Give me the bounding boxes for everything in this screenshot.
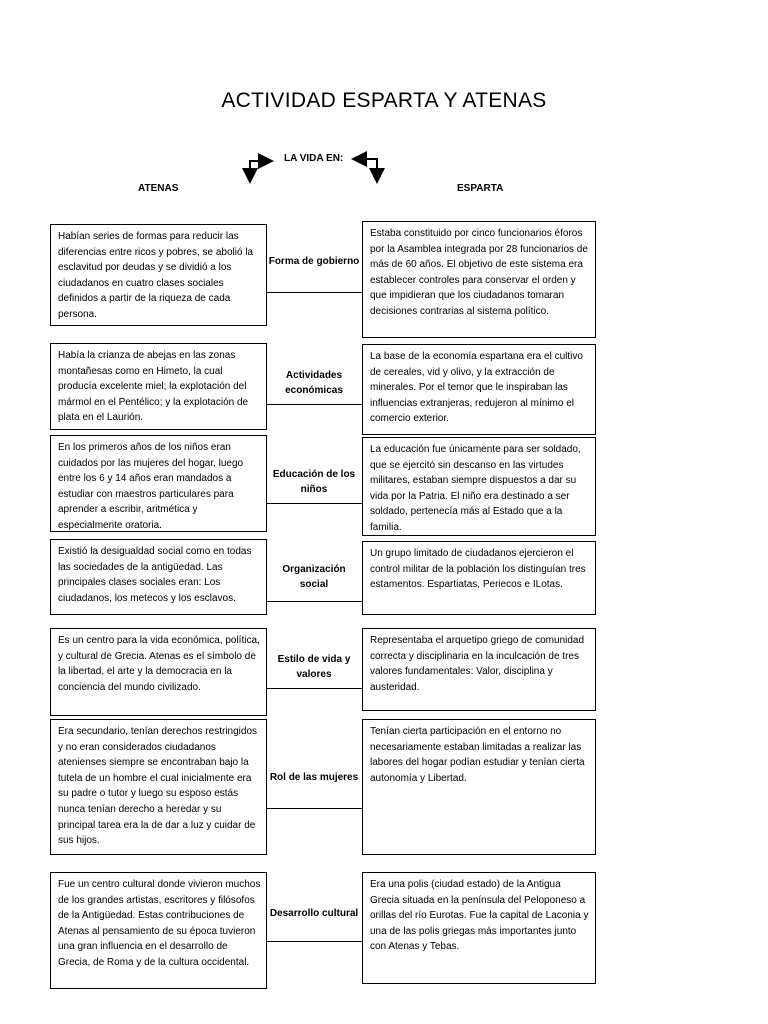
connector-line (267, 404, 362, 405)
row-label-gobierno: Forma de gobierno (268, 256, 360, 267)
esparta-box-educacion: La educación fue únicamente para ser soldado, que se ejercitó sin descanso en las virtudes militares, estaban siempre dispuestos a dar su vida por la Patria. El niño era destinado a ser soldado, pertenecía más al Estado que a la familia. (362, 437, 596, 536)
column-header-atenas: ATENAS (138, 183, 179, 194)
esparta-box-organizacion: Un grupo limitado de ciudadanos ejercieron el control militar de la población los distinguían tres estamentos. Espartiatas, Periecos e ILotas. (362, 541, 596, 615)
page-title: ACTIVIDAD ESPARTA Y ATENAS (221, 89, 547, 112)
atenas-box-gobierno: Habían series de formas para reducir las diferencias entre ricos y pobres, se abolió la esclavitud por deudas y se dividió a los ciudadanos en cuatro clases sociales definidos a partir de la riqueza de cada persona. (50, 224, 267, 326)
atenas-box-estilo: Es un centro para la vida económica, política, y cultural de Grecia. Atenas es el símbolo de la libertad, el arte y la democracia en la conciencia del mundo civilizado. (50, 628, 267, 716)
connector-line (267, 941, 362, 942)
connector-line (267, 601, 362, 602)
esparta-box-economia: La base de la economía espartana era el cultivo de cereales, vid y olivo, y la extracción de minerales. Por el temor que le inspiraban las influencias extranjeras, redujeron al mínimo el comercio exterior. (362, 344, 596, 435)
atenas-box-cultural: Fue un centro cultural donde vivieron muchos de los grandes artistas, escritores y filósofos de la Antigüedad. Estas contribuciones de Atenas al pensamiento de su época tuvieron una gran influencia en el desarrollo de Grecia, de Roma y de la cultura occidental. (50, 872, 267, 989)
connector-line (267, 503, 362, 504)
row-label-economia: Actividades económicas (285, 370, 343, 396)
connector-line (267, 688, 362, 689)
atenas-box-economia: Había la crianza de abejas en las zonas montañesas como en Himeto, la cual producía excelente miel; la explotación del mármol en el Pentélico; y la explotación de plata en el Laurión. (50, 343, 267, 430)
column-header-esparta: ESPARTA (457, 183, 504, 194)
atenas-box-educacion: En los primeros años de los niños eran cuidados por las mujeres del hogar, luego entre los 6 y 14 años eran mandados a estudiar con maestros particulares para aprender a escribir, aritmética y especialmente oratoria. (50, 435, 267, 532)
subtitle: LA VIDA EN: (284, 153, 344, 164)
row-label-organizacion: Organización social (282, 564, 346, 590)
right-arrow-icon (356, 159, 377, 176)
row-label-educacion: Educación de los niños (272, 469, 356, 495)
left-arrow-icon (250, 161, 270, 176)
esparta-box-mujeres: Tenían cierta participación en el entorno no necesariamente estaban limitadas a realizar las labores del hogar podían estudiar y tenían cierta autonomía y Libertad. (362, 719, 596, 855)
row-label-estilo: Estilo de vida y valores (277, 654, 351, 680)
esparta-box-estilo: Representaba el arquetipo griego de comunidad correcta y disciplinaria en la inculcación de tres valores fundamentales: Valor, disciplina y austeridad. (362, 628, 596, 711)
esparta-box-gobierno: Estaba constituido por cinco funcionarios éforos por la Asamblea integrada por 28 funcionarios de más de 60 años. El objetivo de este sistema era establecer controles para conservar el orden y que impidieran que los ciudadanos tomaran decisiones contrarias al sistema político. (362, 221, 596, 338)
atenas-box-mujeres: Era secundario, tenían derechos restringidos y no eran considerados ciudadanos atenienses siempre se encontraban bajo la tutela de un hombre el cual inicialmente era su padre o tutor y luego su esposo estás nunca tenían derecho a heredar y su principal tarea era la de dar a luz y cuidar de sus hijos. (50, 719, 267, 855)
row-label-cultural: Desarrollo cultural (269, 908, 359, 919)
branch-arrows (0, 0, 768, 200)
connector-line (267, 808, 362, 809)
esparta-box-cultural: Era una polis (ciudad estado) de la Antigua Grecia situada en la península del Peloponeso a orillas del río Eurotas. Fue la capital de Laconia y una de las polis griegas más importantes junto con Atenas y Tebas. (362, 872, 596, 984)
connector-line (267, 292, 362, 293)
atenas-box-organizacion: Existió la desigualdad social como en todas las sociedades de la antigüedad. Las principales clases sociales eran: Los ciudadanos, los metecos y los esclavos. (50, 539, 267, 615)
row-label-mujeres: Rol de las mujeres (269, 772, 359, 783)
